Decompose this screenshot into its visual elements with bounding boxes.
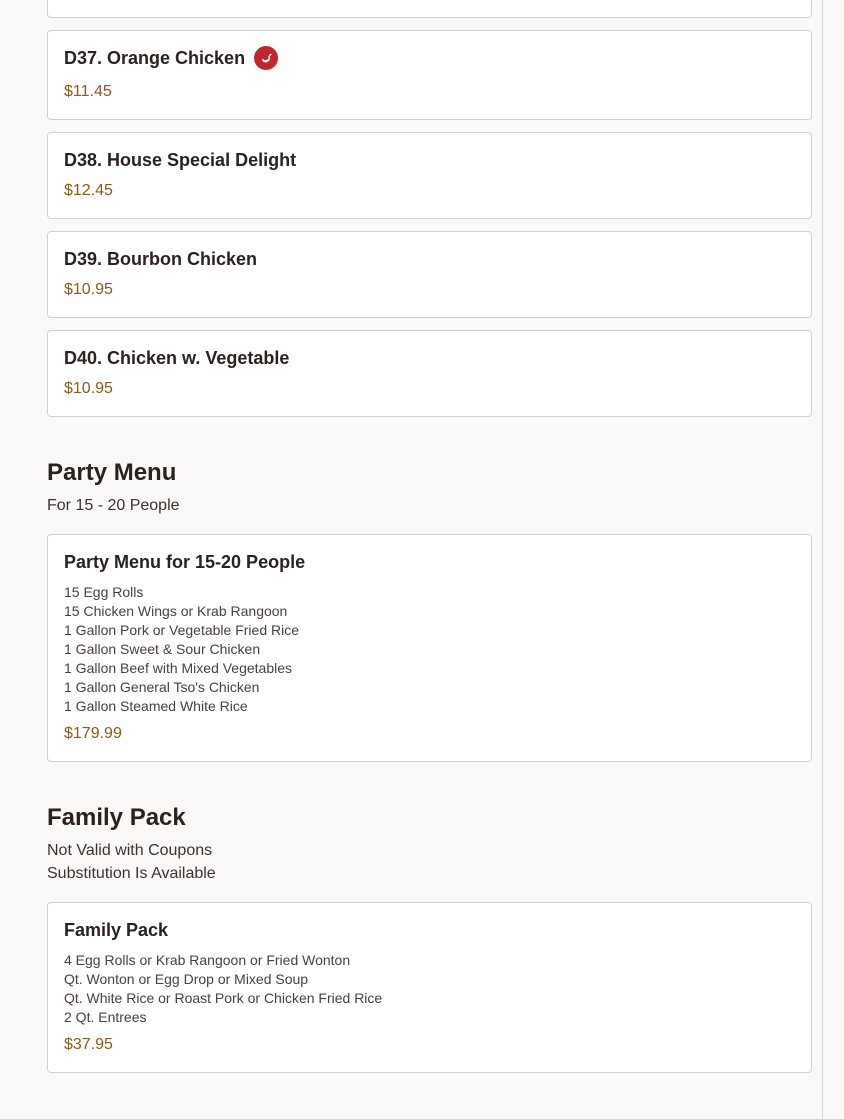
description-line: 1 Gallon Beef with Mixed Vegetables [64,660,293,676]
menu-item-price: $11.45 [64,83,112,100]
menu-item-card[interactable] [47,330,812,417]
menu-item-title: D40. Chicken w. Vegetable [64,348,290,368]
menu-item-description [64,583,795,716]
menu-item-card[interactable] [47,534,812,762]
menu-item-title: Family Pack [64,920,169,940]
menu-item-price: $12.45 [64,182,113,199]
menu-item-description [64,951,795,1027]
description-line: 15 Chicken Wings or Krab Rangoon [64,603,288,619]
menu-item-card[interactable] [47,132,812,219]
description-line: 4 Egg Rolls or Krab Rangoon or Fried Wonton [64,952,351,968]
menu-item-card-partial[interactable] [47,0,812,18]
menu-item-price: $10.95 [64,380,113,397]
menu-item-price: $10.95 [64,281,113,298]
description-line: 1 Gallon Pork or Vegetable Fried Rice [64,622,300,638]
menu-content [47,0,812,1085]
section-subtitle: For 15 - 20 People [47,497,180,514]
section-subtitle-line: Not Valid with Coupons [47,842,213,859]
description-line: Qt. Wonton or Egg Drop or Mixed Soup [64,971,309,987]
menu-item-card[interactable] [47,231,812,318]
section-subtitle-line: Substitution Is Available [47,865,216,882]
menu-item-title: D39. Bourbon Chicken [64,249,258,269]
menu-item-price: $37.95 [64,1036,113,1053]
description-line: Qt. White Rice or Roast Pork or Chicken Fried Rice [64,990,383,1006]
menu-item-price: $179.99 [64,725,122,742]
scroll-divider [822,0,823,1119]
chili-pepper-icon [254,46,278,70]
menu-item-card[interactable] [47,30,812,120]
menu-item-title: D37. Orange Chicken [64,48,246,68]
section-subtitle [47,839,812,885]
description-line: 1 Gallon General Tso's Chicken [64,679,260,695]
section-title: Family Pack [47,804,186,831]
description-line: 1 Gallon Steamed White Rice [64,698,248,714]
description-line: 15 Egg Rolls [64,584,144,600]
menu-item-card[interactable] [47,902,812,1073]
description-line: 1 Gallon Sweet & Sour Chicken [64,641,261,657]
description-line: 2 Qt. Entrees [64,1009,147,1025]
menu-item-title-row [64,45,795,71]
menu-item-title: D38. House Special Delight [64,150,297,170]
menu-item-title: Party Menu for 15-20 People [64,552,306,572]
section-title: Party Menu [47,459,177,486]
